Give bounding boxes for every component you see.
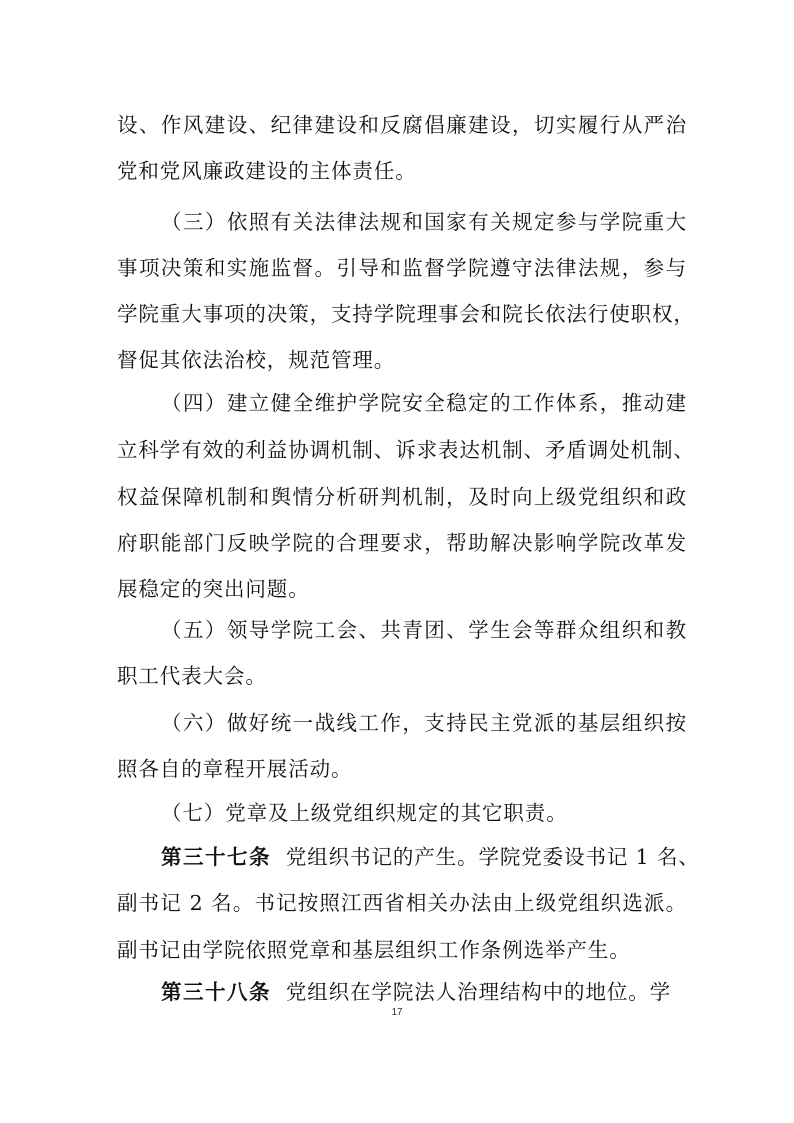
text-line: （五）领导学院工会、共青团、学生会等群众组织和教 xyxy=(161,618,687,642)
text-line: （三）依照有关法律法规和国家有关规定参与学院重大 xyxy=(161,210,687,234)
text-line: 设、作风建设、纪律建设和反腐倡廉建设，切实履行从严治 xyxy=(117,113,687,137)
text-line: 立科学有效的利益协调机制、诉求表达机制、矛盾调处机制、 xyxy=(117,438,695,462)
article-38-number: 第三十八条 xyxy=(161,980,271,1004)
text-line: 事项决策和实施监督。引导和监督学院遵守法律法规，参与 xyxy=(117,256,687,280)
text-line: 学院重大事项的决策，支持学院理事会和院长依法行使职权， xyxy=(117,302,695,326)
article-38-text: 党组织在学院法人治理结构中的地位。学 xyxy=(285,980,672,1004)
article-37-text: 党组织书记的产生。学院党委设书记 1 名、 xyxy=(285,845,700,869)
page-number: 17 xyxy=(391,1007,403,1018)
text-line: （七）党章及上级党组织规定的其它职责。 xyxy=(161,801,568,825)
text-line: 督促其依法治校，规范管理。 xyxy=(117,348,396,372)
article-38-line xyxy=(161,979,687,1005)
text-line: 副书记由学院依照党章和基层组织工作条例选举产生。 xyxy=(117,938,631,962)
text-line: 权益保障机制和舆情分析研判机制，及时向上级党组织和政 xyxy=(117,485,687,509)
text-line: 职工代表大会。 xyxy=(117,664,267,688)
article-37-number: 第三十七条 xyxy=(161,845,271,869)
text-line: 展稳定的突出问题。 xyxy=(117,577,310,601)
text-line: 党和党风廉政建设的主体责任。 xyxy=(117,159,417,183)
text-line: 照各自的章程开展活动。 xyxy=(117,757,353,781)
article-37-line xyxy=(161,844,700,870)
text-line: （四）建立健全维护学院安全稳定的工作体系，推动建 xyxy=(161,391,687,415)
text-line: 府职能部门反映学院的合理要求，帮助解决影响学院改革发 xyxy=(117,531,687,555)
text-line: 副书记 2 名。书记按照江西省相关办法由上级党组织选派。 xyxy=(117,891,687,915)
text-line: （六）做好统一战线工作，支持民主党派的基层组织按 xyxy=(161,711,687,735)
